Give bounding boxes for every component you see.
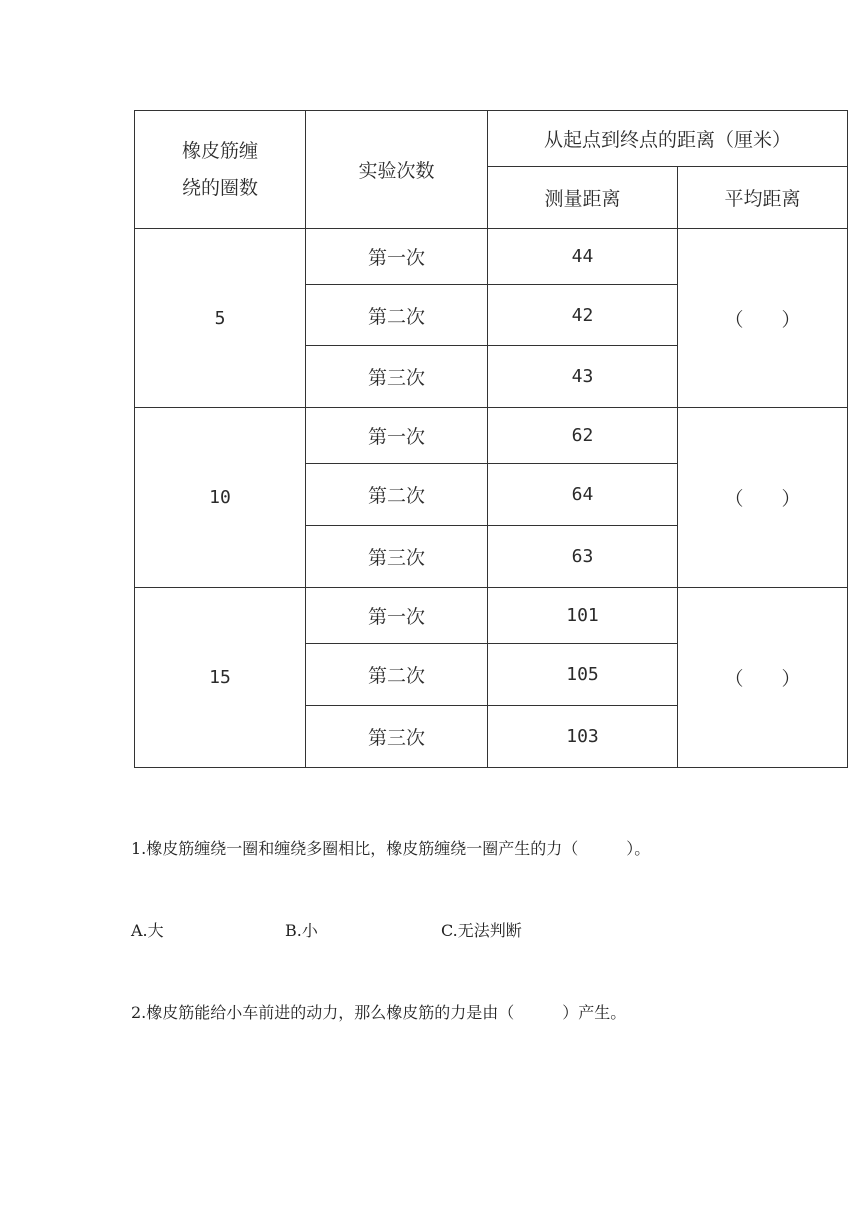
trial-label: 第二次 [306, 285, 488, 346]
measured-value: 64 [488, 464, 678, 526]
paren-open: （ [724, 488, 744, 510]
header-turns-line1: 橡皮筋缠 [181, 139, 258, 162]
paren-open: （ [724, 308, 744, 331]
header-trial-count: 实验次数 [306, 111, 488, 229]
paren-close: ） [781, 308, 801, 331]
measured-value: 62 [488, 408, 678, 464]
measured-value: 101 [488, 588, 678, 644]
option-a[interactable]: A.大 [131, 921, 164, 940]
turns-cell: 5 [135, 229, 306, 408]
question-1: 1.橡皮筋缠绕一圈和缠绕多圈相比，橡皮筋缠绕一圈产生的力（ ）。 [131, 839, 651, 858]
header-average-distance: 平均距离 [678, 167, 848, 229]
measured-value: 44 [488, 229, 678, 285]
measured-value: 105 [488, 644, 678, 706]
turns-cell: 10 [135, 408, 306, 588]
header-measured-distance: 测量距离 [488, 167, 678, 229]
trial-label: 第三次 [306, 346, 488, 408]
trial-label: 第二次 [306, 644, 488, 706]
header-turns-line2: 绕的圈数 [181, 176, 258, 199]
measured-value: 42 [488, 285, 678, 346]
paren-close: ） [781, 488, 801, 510]
average-blank[interactable] [678, 408, 848, 588]
trial-label: 第二次 [306, 464, 488, 526]
average-blank[interactable] [678, 588, 848, 768]
measured-value: 43 [488, 346, 678, 408]
trial-label: 第一次 [306, 408, 488, 464]
trial-label: 第一次 [306, 229, 488, 285]
question-2: 2.橡皮筋能给小车前进的动力，那么橡皮筋的力是由（ ）产生。 [131, 1003, 627, 1022]
average-blank[interactable] [678, 229, 848, 408]
paren-open: （ [724, 668, 744, 690]
header-turns [135, 111, 306, 229]
header-distance-group: 从起点到终点的距离（厘米） [488, 111, 848, 167]
trial-label: 第三次 [306, 526, 488, 588]
turns-cell: 15 [135, 588, 306, 768]
option-c[interactable]: C.无法判断 [441, 921, 522, 940]
measured-value: 103 [488, 706, 678, 768]
experiment-table [134, 110, 848, 768]
trial-label: 第三次 [306, 706, 488, 768]
option-b[interactable]: B.小 [285, 921, 318, 940]
measured-value: 63 [488, 526, 678, 588]
trial-label: 第一次 [306, 588, 488, 644]
paren-close: ） [781, 668, 801, 690]
